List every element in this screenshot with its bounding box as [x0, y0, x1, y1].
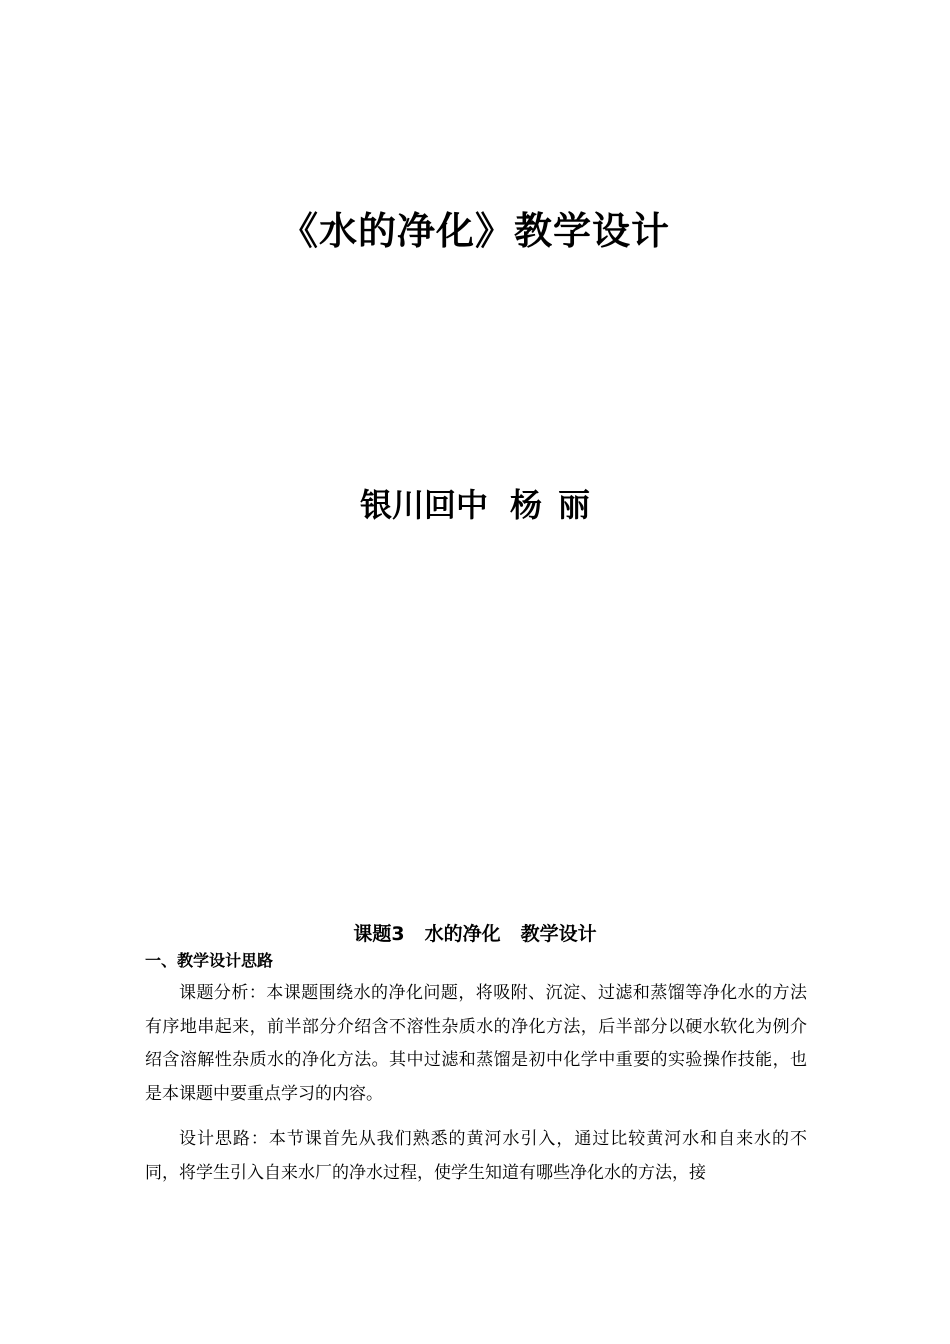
- author-school: 银川回中: [359, 486, 488, 524]
- author-line: [0, 480, 950, 526]
- lesson-label: 教学设计: [520, 923, 597, 945]
- author-given-name: 丽: [558, 486, 591, 524]
- paragraph-design-approach: 设计思路：本节课首先从我们熟悉的黄河水引入，通过比较黄河水和自来水的不同，将学生引入自来水厂的净水过程，使学生知道有哪些净化水的方法，接: [145, 1129, 807, 1183]
- section-heading: 一、教学设计思路: [145, 951, 274, 970]
- document-title: 《水的净化》教学设计: [279, 209, 670, 253]
- lesson-number: 课题3: [353, 923, 405, 945]
- lesson-heading: [0, 919, 950, 946]
- paragraph-course-analysis: 课题分析：本课题围绕水的净化问题，将吸附、沉淀、过滤和蒸馏等净化水的方法有序地串起来，前半部分介绍含不溶性杂质水的净化方法，后半部分以硬水软化为例介绍含溶解性杂质水的净化方法。其中过滤和蒸馏是初中化学中重要的实验操作技能，也是本课题中要重点学习的内容。: [145, 983, 807, 1104]
- lesson-topic: 水的净化: [424, 923, 501, 945]
- author-surname: 杨: [509, 486, 542, 524]
